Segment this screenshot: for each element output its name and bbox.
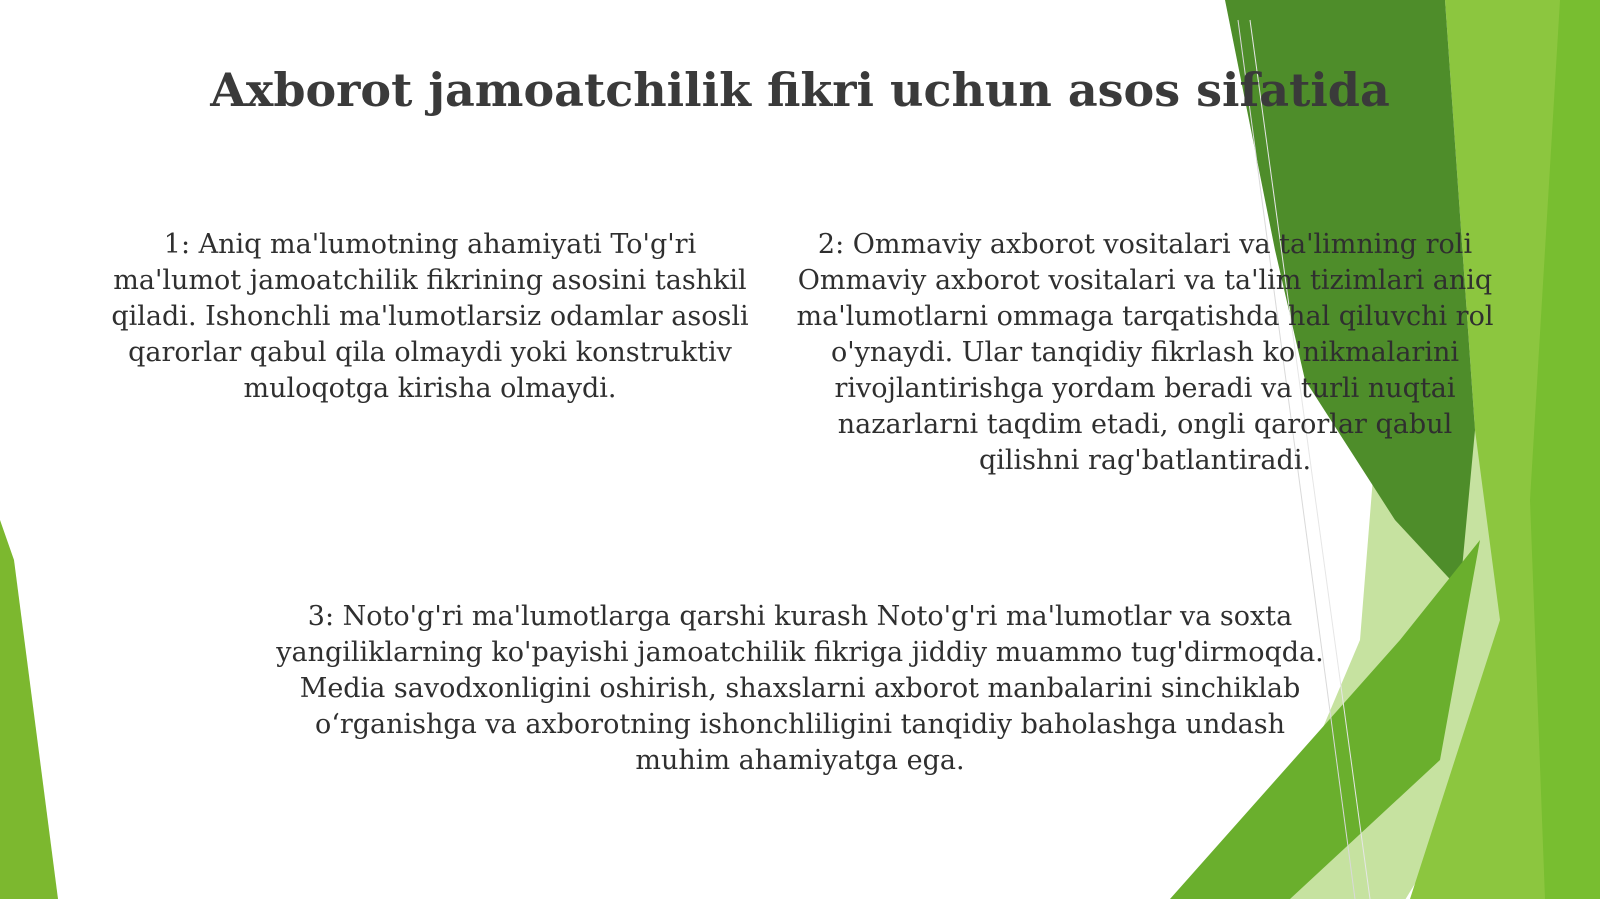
text-block-3: 3: Noto'g'ri ma'lumotlarga qarshi kurash Noto'g'ri ma'lumotlar va soxta yangiliklarning ko'payishi jamoatchilik fikriga jiddiy muammo tug'dirmoqda. Media savodxonligini oshirish, shaxslarni axborot manbalarini sinchiklab o‘rganishga va axborotning ishonchliligini tanqidiy baholashga undash muhim ahamiyatga ega.	[276, 601, 1324, 776]
text-block-1: 1: Aniq ma'lumotning ahamiyati To'g'ri ma'lumot jamoatchilik fikrining asosini tashkil qiladi. Ishonchli ma'lumotlarsiz odamlar asosli qarorlar qabul qila olmaydi yoki konstruktiv muloqotga kirisha olmaydi.	[111, 229, 749, 404]
text-block-2: 2: Ommaviy axborot vositalari va ta'limning roli Ommaviy axborot vositalari va ta'lim tizimlari aniq ma'lumotlarni ommaga tarqatishda hal qiluvchi rol o'ynaydi. Ular tanqidiy fikrlash ko'nikmalarini rivojlantirishga yordam beradi va turli nuqtai nazarlarni taqdim etadi, ongli qarorlar qabul qilishni rag'batlantiradi.	[796, 229, 1494, 476]
slide-title: Axborot jamoatchilik fikri uchun asos sifatida	[210, 63, 1390, 117]
left-green-shard	[0, 520, 58, 899]
